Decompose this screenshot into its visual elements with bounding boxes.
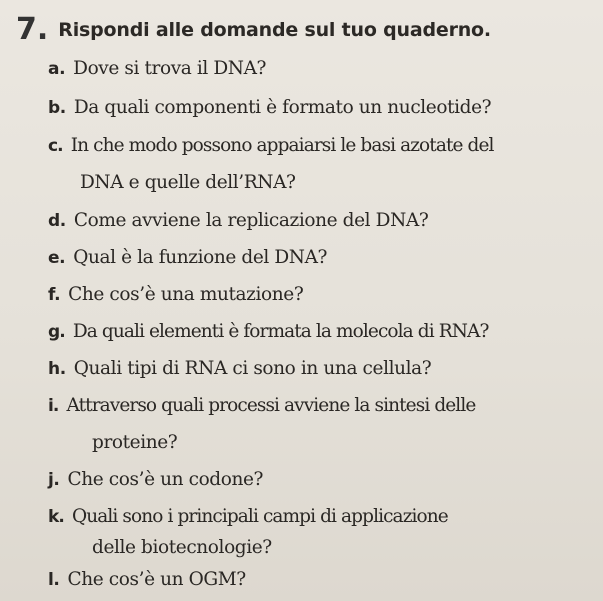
- question-text: Quali sono i principali campi di applicazione: [71, 506, 448, 527]
- question-a: [48, 58, 266, 79]
- question-letter: f.: [48, 285, 61, 305]
- question-text: Quali tipi di RNA ci sono in una cellula?: [73, 358, 432, 379]
- question-text: Dove si trova il DNA?: [73, 58, 267, 79]
- question-i: [48, 395, 475, 416]
- question-g: [48, 321, 489, 342]
- question-text: Attraverso quali processi avviene la sintesi delle: [66, 395, 476, 416]
- question-letter: j.: [48, 470, 60, 490]
- question-letter: k.: [48, 507, 64, 527]
- question-h: [48, 358, 431, 379]
- question-letter: e.: [48, 248, 66, 268]
- question-e: [48, 247, 327, 268]
- question-b: [48, 97, 491, 118]
- question-text: Che cos’è un OGM?: [67, 569, 246, 590]
- exercise-header: [16, 12, 491, 47]
- question-letter: d.: [48, 211, 66, 231]
- question-f: [48, 284, 303, 305]
- question-letter: b.: [48, 98, 66, 118]
- question-c-continuation: DNA e quelle dell’RNA?: [80, 172, 296, 193]
- question-text: Da quali elementi è formata la molecola di RNA?: [72, 321, 489, 342]
- question-text: Qual è la funzione del DNA?: [73, 247, 328, 268]
- question-letter: c.: [48, 136, 63, 156]
- question-text: In che modo possono appaiarsi le basi azotate del: [70, 135, 494, 156]
- question-k-continuation: delle biotecnologie?: [92, 537, 272, 558]
- question-k: [48, 506, 448, 527]
- question-letter: i.: [48, 396, 59, 416]
- question-j: [48, 469, 263, 490]
- question-letter: g.: [48, 322, 65, 342]
- question-c: [48, 135, 494, 156]
- exercise-number: 7.: [16, 12, 49, 47]
- exercise-instruction: Rispondi alle domande sul tuo quaderno.: [58, 18, 491, 41]
- question-l: [48, 569, 246, 590]
- question-i-continuation: proteine?: [92, 432, 178, 453]
- question-text: Da quali componenti è formato un nucleotide?: [73, 97, 492, 118]
- question-text: Che cos’è una mutazione?: [68, 284, 304, 305]
- question-text: Che cos’è un codone?: [67, 469, 264, 490]
- question-text: Come avviene la replicazione del DNA?: [73, 210, 429, 231]
- question-letter: l.: [48, 570, 60, 590]
- question-letter: a.: [48, 59, 66, 79]
- question-d: [48, 210, 428, 231]
- question-letter: h.: [48, 359, 66, 379]
